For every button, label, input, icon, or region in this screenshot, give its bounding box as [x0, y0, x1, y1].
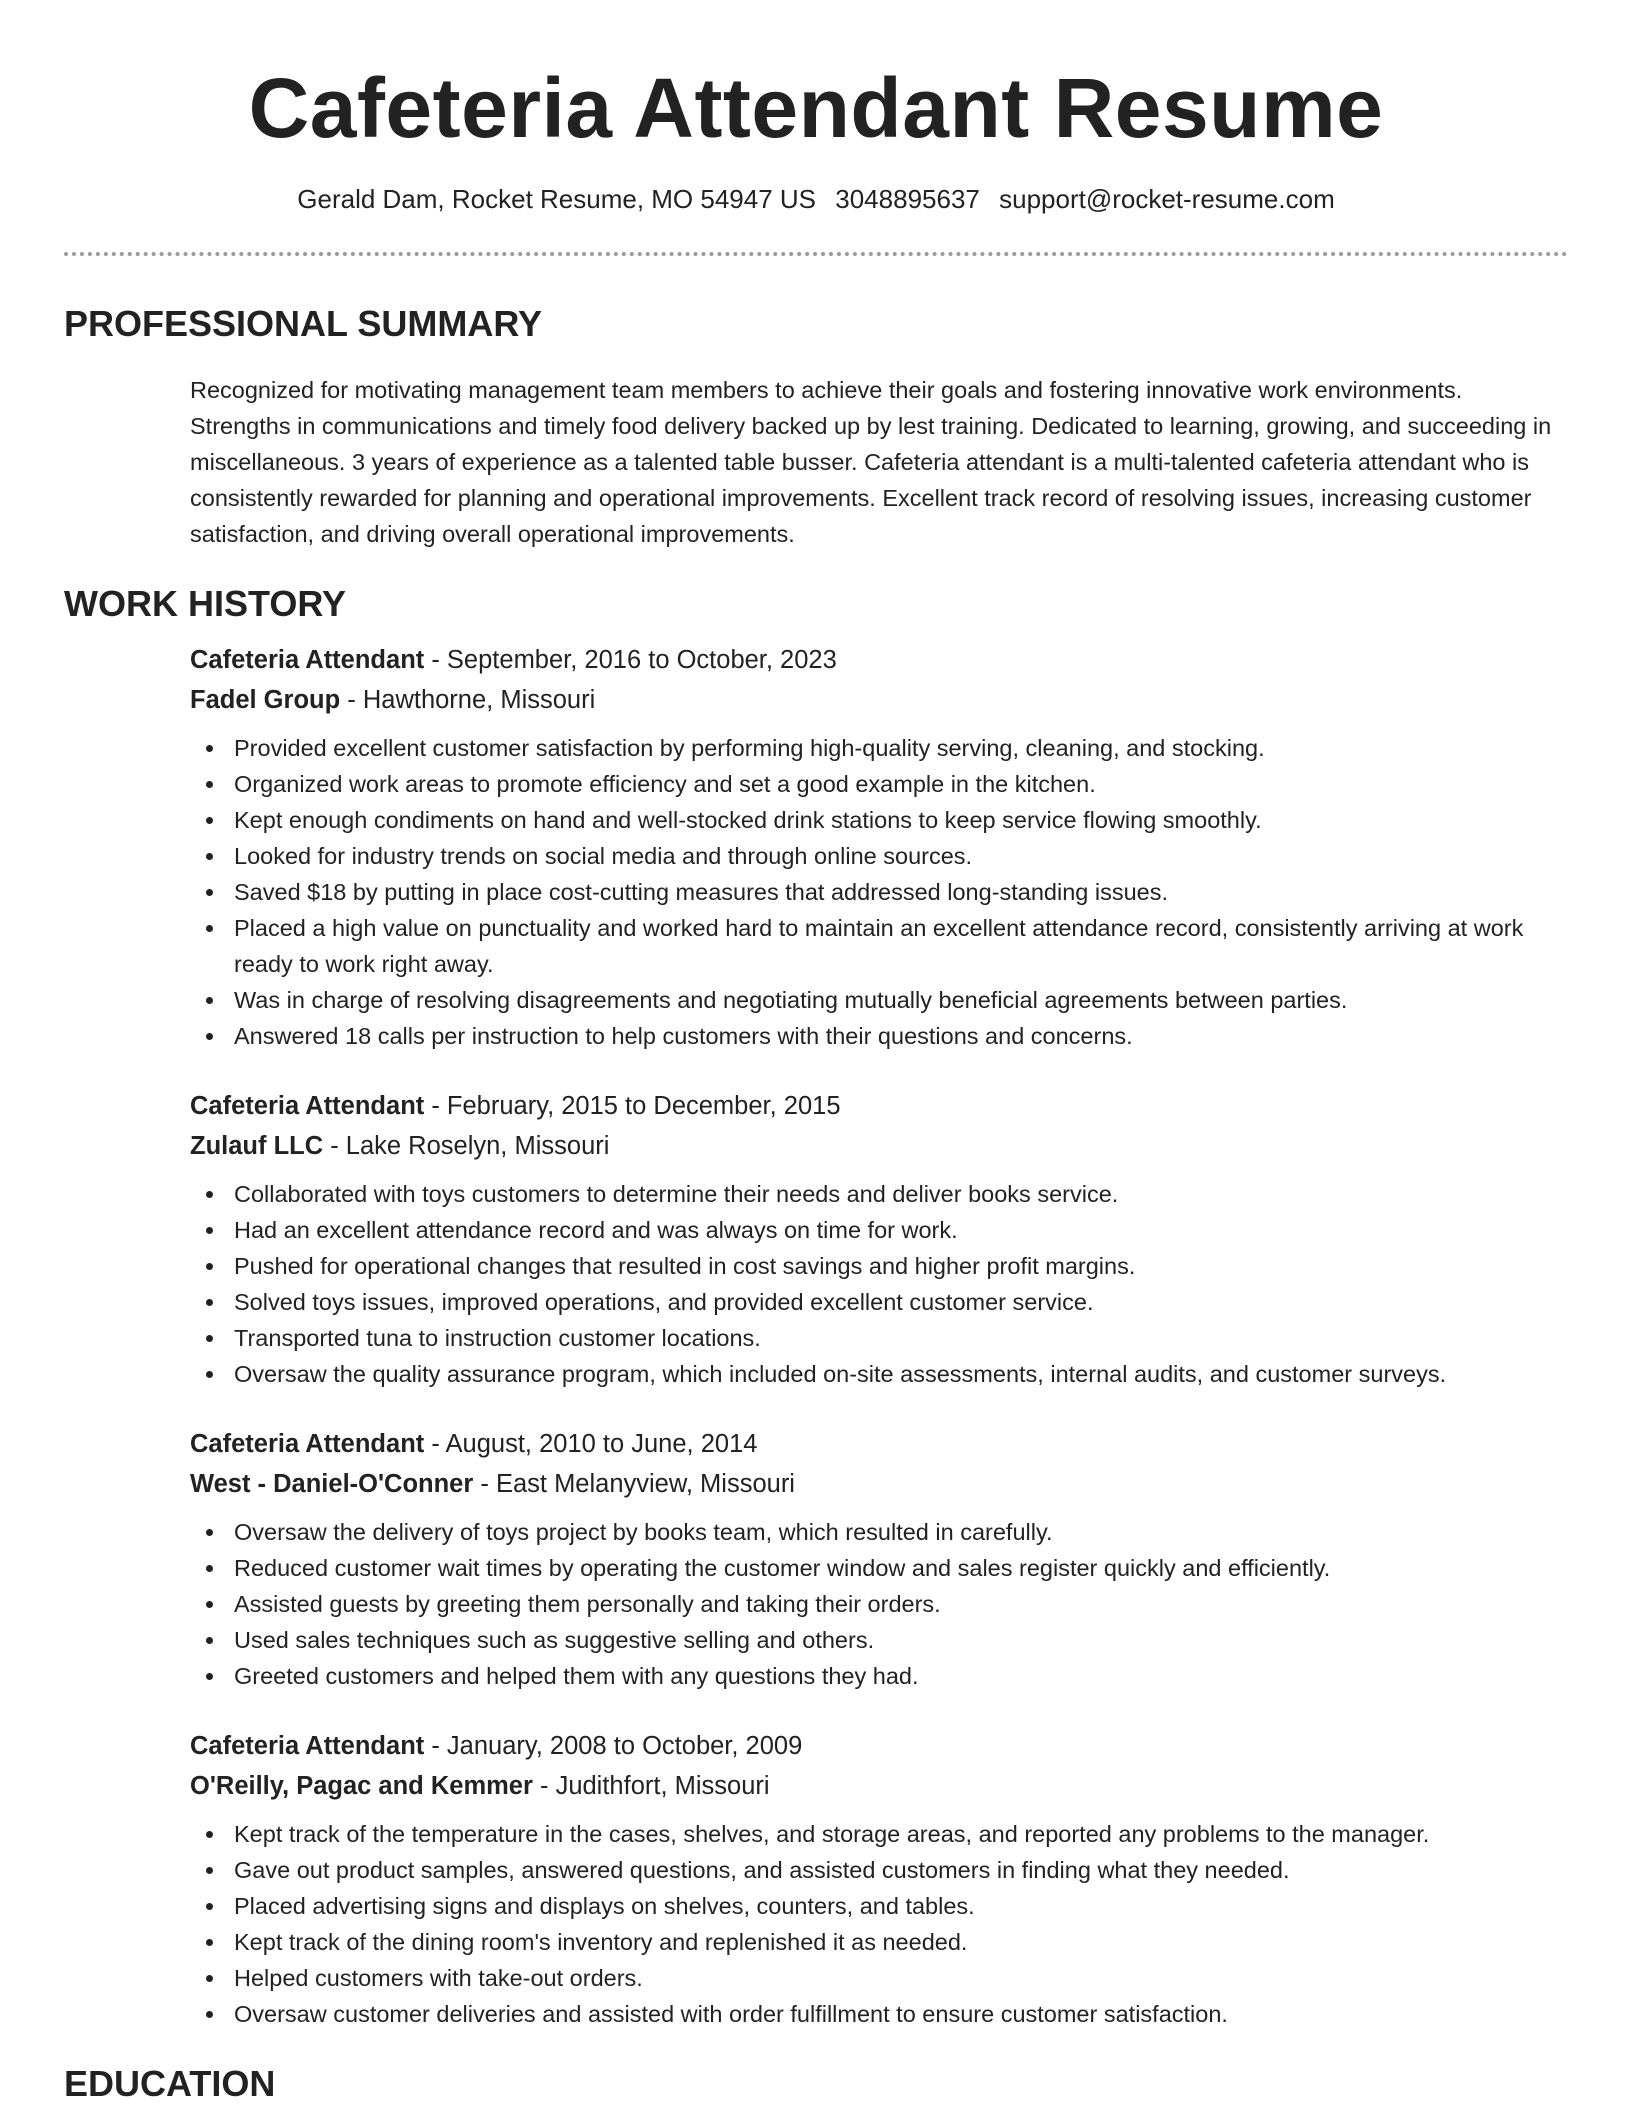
- list-item: Organized work areas to promote efficiency and set a good example in the kitchen.: [234, 766, 1568, 802]
- list-item: Oversaw customer deliveries and assisted with order fulfillment to ensure customer satisfaction.: [234, 1996, 1568, 2032]
- job-bullets: [190, 1816, 1568, 2032]
- job-company-line: [190, 1464, 1568, 1504]
- job-company: Zulauf LLC: [190, 1132, 324, 1160]
- list-item: Helped customers with take-out orders.: [234, 1960, 1568, 1996]
- contact-email: support@rocket-resume.com: [999, 184, 1335, 214]
- list-item: Oversaw the delivery of toys project by books team, which resulted in carefully.: [234, 1514, 1568, 1550]
- list-item: Kept track of the dining room's inventory and replenished it as needed.: [234, 1924, 1568, 1960]
- job-title-line: [190, 1726, 1568, 1766]
- list-item: Oversaw the quality assurance program, which included on-site assessments, internal audits, and customer surveys.: [234, 1356, 1568, 1392]
- job-dates: - January, 2008 to October, 2009: [424, 1732, 803, 1760]
- job-dates: - February, 2015 to December, 2015: [424, 1092, 841, 1120]
- job-bullets: [190, 730, 1568, 1054]
- job-title-line: [190, 640, 1568, 680]
- list-item: Used sales techniques such as suggestive selling and others.: [234, 1622, 1568, 1658]
- list-item: Greeted customers and helped them with any questions they had.: [234, 1658, 1568, 1694]
- list-item: Kept track of the temperature in the cases, shelves, and storage areas, and reported any problems to the manager.: [234, 1816, 1568, 1852]
- job-bullets: [190, 1514, 1568, 1694]
- work-history-heading: WORK HISTORY: [64, 583, 347, 624]
- list-item: Solved toys issues, improved operations, and provided excellent customer service.: [234, 1284, 1568, 1320]
- job-title: Cafeteria Attendant: [190, 1092, 425, 1120]
- job-entry: [190, 1424, 1568, 1694]
- contact-address: Gerald Dam, Rocket Resume, MO 54947 US: [297, 184, 817, 214]
- job-location: - Judithfort, Missouri: [532, 1772, 770, 1800]
- list-item: Saved $18 by putting in place cost-cutting measures that addressed long-standing issues.: [234, 874, 1568, 910]
- education-heading: EDUCATION: [64, 2063, 276, 2104]
- list-item: Collaborated with toys customers to determine their needs and deliver books service.: [234, 1176, 1568, 1212]
- list-item: Reduced customer wait times by operating the customer window and sales register quickly and efficiently.: [234, 1550, 1568, 1586]
- list-item: Pushed for operational changes that resulted in cost savings and higher profit margins.: [234, 1248, 1568, 1284]
- job-company: Fadel Group: [190, 686, 341, 714]
- job-title: Cafeteria Attendant: [190, 1430, 425, 1458]
- list-item: Looked for industry trends on social media and through online sources.: [234, 838, 1568, 874]
- job-location: - Lake Roselyn, Missouri: [323, 1132, 610, 1160]
- header-divider: [64, 252, 1568, 256]
- job-title: Cafeteria Attendant: [190, 646, 425, 674]
- job-company-line: [190, 680, 1568, 720]
- list-item: Kept enough condiments on hand and well-stocked drink stations to keep service flowing smoothly.: [234, 802, 1568, 838]
- list-item: Assisted guests by greeting them personally and taking their orders.: [234, 1586, 1568, 1622]
- job-title-line: [190, 1086, 1568, 1126]
- list-item: Placed a high value on punctuality and worked hard to maintain an excellent attendance record, consistently arriving at work ready to work right away.: [234, 910, 1568, 982]
- list-item: Transported tuna to instruction customer locations.: [234, 1320, 1568, 1356]
- summary-text: Recognized for motivating management team members to achieve their goals and fostering innovative work environments. Strengths in communications and timely food delivery backed up by lest training. Dedicated to learning, growing, and succeeding in miscellaneous. 3 years of experience as a talented table busser. Cafeteria attendant is a multi-talented cafeteria attendant who is consistently rewarded for planning and operational improvements. Excellent track record of resolving issues, increasing customer satisfaction, and driving overall operational improvements.: [190, 377, 1552, 547]
- list-item: Placed advertising signs and displays on shelves, counters, and tables.: [234, 1888, 1568, 1924]
- job-bullets: [190, 1176, 1568, 1392]
- job-entry: [190, 640, 1568, 1054]
- job-entry: [190, 1086, 1568, 1392]
- job-location: - East Melanyview, Missouri: [473, 1470, 795, 1498]
- list-item: Provided excellent customer satisfaction by performing high-quality serving, cleaning, and stocking.: [234, 730, 1568, 766]
- resume-title: Cafeteria Attendant Resume: [248, 61, 1384, 155]
- list-item: Answered 18 calls per instruction to help customers with their questions and concerns.: [234, 1018, 1568, 1054]
- job-dates: - September, 2016 to October, 2023: [424, 646, 837, 674]
- job-company-line: [190, 1766, 1568, 1806]
- list-item: Gave out product samples, answered questions, and assisted customers in finding what they needed.: [234, 1852, 1568, 1888]
- job-dates: - August, 2010 to June, 2014: [424, 1430, 758, 1458]
- job-company: West - Daniel-O'Conner: [190, 1470, 474, 1498]
- list-item: Had an excellent attendance record and was always on time for work.: [234, 1212, 1568, 1248]
- job-entry: [190, 1726, 1568, 2032]
- list-item: Was in charge of resolving disagreements and negotiating mutually beneficial agreements between parties.: [234, 982, 1568, 1018]
- summary-heading: PROFESSIONAL SUMMARY: [64, 303, 543, 344]
- job-company: O'Reilly, Pagac and Kemmer: [190, 1772, 533, 1800]
- contact-info: [64, 182, 1568, 216]
- job-location: - Hawthorne, Missouri: [340, 686, 596, 714]
- job-title: Cafeteria Attendant: [190, 1732, 425, 1760]
- job-company-line: [190, 1126, 1568, 1166]
- contact-phone: 3048895637: [835, 184, 980, 214]
- job-title-line: [190, 1424, 1568, 1464]
